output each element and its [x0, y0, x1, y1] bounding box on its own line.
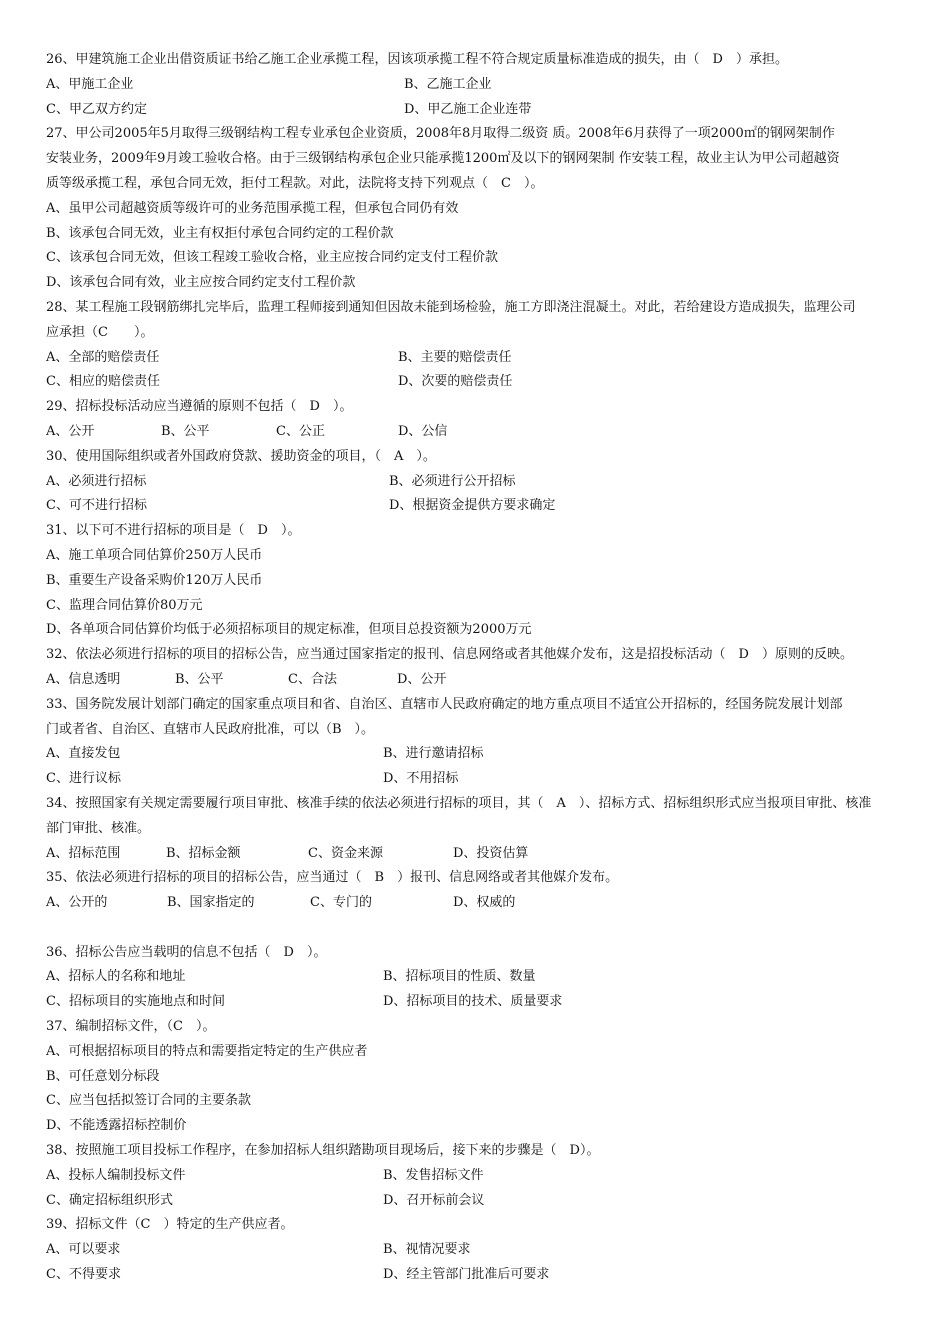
answer-option: A、招标范围	[46, 845, 121, 861]
option-row	[46, 767, 910, 792]
answer-option: A、公开的	[46, 895, 108, 911]
answer-option: D、权威的	[453, 895, 516, 911]
question-block	[46, 445, 910, 519]
question-block	[46, 1213, 910, 1287]
question-stem-line: 29、招标投标活动应当遵循的原则不包括（ D ）。	[46, 399, 353, 415]
answer-option: B、招标项目的性质、数量	[383, 969, 536, 985]
answer-option: D、不用招标	[383, 771, 459, 787]
answer-option: B、该承包合同无效，业主有权拒付承包合同约定的工程价款	[46, 225, 394, 241]
answer-option: A、可以要求	[46, 1242, 121, 1258]
answer-option: A、虽甲公司超越资质等级许可的业务范围承揽工程，但承包合同仍有效	[46, 200, 459, 216]
option-row	[46, 370, 910, 395]
answer-option: B、发售招标文件	[383, 1167, 484, 1183]
option-row	[46, 222, 910, 247]
question-block	[46, 122, 910, 296]
option-row	[46, 544, 910, 569]
question-stem-line: 31、以下可不进行招标的项目是（ D ）。	[46, 523, 301, 539]
option-row	[46, 246, 910, 271]
answer-option: B、主要的赔偿责任	[398, 349, 512, 365]
option-row	[46, 594, 910, 619]
question-block	[46, 643, 910, 693]
option-row	[46, 668, 910, 693]
answer-option: B、必须进行公开招标	[389, 473, 516, 489]
answer-option: C、进行议标	[46, 771, 121, 787]
question-stem-line: 36、招标公告应当载明的信息不包括（ D ）。	[46, 944, 327, 960]
answer-option: C、监理合同估算价80万元	[46, 597, 203, 613]
answer-option: B、乙施工企业	[404, 76, 492, 92]
option-row	[46, 346, 910, 371]
question-block	[46, 1015, 910, 1139]
option-row	[46, 1089, 910, 1114]
answer-option: A、可根据招标项目的特点和需要指定特定的生产供应者	[46, 1043, 368, 1059]
option-row	[46, 618, 910, 643]
answer-option: D、公开	[397, 671, 447, 687]
option-row	[46, 470, 910, 495]
question-stem-line: 30、使用国际组织或者外国政府贷款、援助资金的项目，（ A ）。	[46, 448, 436, 464]
answer-option: B、招标金额	[166, 845, 241, 861]
question-stem-line: 33、国务院发展计划部门确定的国家重点项目和省、自治区、直辖市人民政府确定的地方重点项目不适宜公开招标的，经国务院发展计划部	[46, 696, 843, 712]
question-block	[46, 519, 910, 643]
answer-option: B、公平	[175, 671, 224, 687]
answer-option: C、相应的赔偿责任	[46, 374, 160, 390]
answer-option: C、公正	[276, 423, 325, 439]
option-row	[46, 271, 910, 296]
answer-option: B、公平	[161, 423, 210, 439]
question-block	[46, 866, 910, 916]
option-row	[46, 891, 910, 916]
answer-option: A、招标人的名称和地址	[46, 969, 186, 985]
option-row	[46, 1189, 910, 1214]
answer-option: C、专门的	[310, 895, 372, 911]
option-row	[46, 965, 910, 990]
option-row	[46, 842, 910, 867]
answer-option: C、该承包合同无效，但该工程竣工验收合格，业主应按合同约定支付工程价款	[46, 250, 498, 266]
option-row	[46, 569, 910, 594]
answer-option: D、根据资金提供方要求确定	[389, 498, 556, 514]
answer-option: A、投标人编制投标文件	[46, 1167, 186, 1183]
question-stem-line: 安装业务，2009年9月竣工验收合格。由于三级钢结构承包企业只能承揽1200㎡及以下的钢网架制 作安装工程，故业主认为甲公司超越资	[46, 151, 840, 167]
option-row	[46, 197, 910, 222]
option-row	[46, 990, 910, 1015]
question-stem-line: 34、按照国家有关规定需要履行项目审批、核准手续的依法必须进行招标的项目，其（ A ）、招标方式、招标组织形式应当报项目审批、核准	[46, 795, 872, 811]
answer-option: D、该承包合同有效，业主应按合同约定支付工程价款	[46, 275, 356, 291]
answer-option: D、甲乙施工企业连带	[404, 101, 532, 117]
option-row	[46, 73, 910, 98]
question-block	[46, 296, 910, 395]
answer-option: B、国家指定的	[167, 895, 255, 911]
answer-option: B、视情况要求	[383, 1242, 471, 1258]
question-stem-line: 37、编制招标文件，（C ）。	[46, 1019, 216, 1035]
answer-option: C、不得要求	[46, 1267, 121, 1283]
answer-option: A、全部的赔偿责任	[46, 349, 160, 365]
answer-option: D、经主管部门批准后可要求	[383, 1267, 550, 1283]
question-block	[46, 395, 910, 445]
question-stem-line: 应承担（C ）。	[46, 324, 154, 340]
question-block	[46, 792, 910, 866]
answer-option: C、可不进行招标	[46, 498, 147, 514]
question-stem-line: 26、甲建筑施工企业出借资质证书给乙施工企业承揽工程，因该项承揽工程不符合规定质量标准造成的损失，由（ D ）承担。	[46, 52, 788, 67]
question-stem-line: 门或者省、自治区、直辖市人民政府批准，可以（B ）。	[46, 721, 375, 737]
answer-option: B、可任意划分标段	[46, 1068, 160, 1084]
answer-option: A、必须进行招标	[46, 473, 147, 489]
question-block	[46, 916, 910, 1015]
option-row	[46, 1263, 910, 1288]
answer-option: D、不能透露招标控制价	[46, 1118, 187, 1134]
option-row	[46, 1238, 910, 1263]
answer-option: D、招标项目的技术、质量要求	[383, 994, 563, 1010]
question-stem-line: 28、某工程施工段钢筋绑扎完毕后，监理工程师接到通知但因故未能到场检验，施工方即浇注混凝土。对此，若给建设方造成损失，监理公司	[46, 299, 856, 315]
answer-option: A、信息透明	[46, 671, 121, 687]
question-stem-line: 39、招标文件（C ）特定的生产供应者。	[46, 1217, 294, 1233]
option-row	[46, 1114, 910, 1139]
answer-option: D、公信	[398, 423, 448, 439]
answer-option: D、投资估算	[453, 845, 529, 861]
option-row	[46, 494, 910, 519]
answer-option: C、资金来源	[308, 845, 383, 861]
option-row	[46, 1164, 910, 1189]
question-stem-line: 35、依法必须进行招标的项目的招标公告，应当通过（ B ）报刊、信息网络或者其他媒介发布。	[46, 870, 619, 886]
answer-option: B、重要生产设备采购价120万人民币	[46, 572, 263, 588]
question-block	[46, 693, 910, 792]
answer-option: C、甲乙双方约定	[46, 101, 147, 117]
answer-option: A、直接发包	[46, 746, 121, 762]
answer-option: A、施工单项合同估算价250万人民币	[46, 547, 263, 563]
blank-spacer	[46, 916, 910, 941]
question-stem-line: 27、甲公司2005年5月取得三级钢结构工程专业承包企业资质，2008年8月取得二级资 质。2008年6月获得了一项2000㎡的钢网架制作	[46, 126, 835, 142]
answer-option: C、应当包括拟签订合同的主要条款	[46, 1093, 251, 1109]
option-row	[46, 1065, 910, 1090]
option-row	[46, 1040, 910, 1065]
option-row	[46, 742, 910, 767]
question-stem-line: 质等级承揽工程，承包合同无效，拒付工程款。对此，法院将支持下列观点（ C ）。	[46, 175, 544, 191]
answer-option: A、甲施工企业	[46, 76, 134, 92]
answer-option: C、招标项目的实施地点和时间	[46, 994, 225, 1010]
question-block	[46, 48, 910, 122]
answer-option: D、次要的赔偿责任	[398, 374, 513, 390]
answer-option: C、合法	[288, 671, 337, 687]
answer-option: C、确定招标组织形式	[46, 1192, 173, 1208]
question-stem-line: 32、依法必须进行招标的项目的招标公告，应当通过国家指定的报刊、信息网络或者其他媒介发布，这是招投标活动（ D ）原则的反映。	[46, 647, 853, 663]
option-row	[46, 420, 910, 445]
answer-option: A、公开	[46, 423, 95, 439]
question-block	[46, 1139, 910, 1213]
answer-option: D、召开标前会议	[383, 1192, 485, 1208]
question-stem-line: 部门审批、核准。	[46, 820, 151, 836]
question-stem-line: 38、按照施工项目投标工作程序，在参加招标人组织踏勘项目现场后，接下来的步骤是（ D）。	[46, 1143, 600, 1159]
option-row	[46, 98, 910, 123]
answer-option: B、进行邀请招标	[383, 746, 484, 762]
answer-option: D、各单项合同估算价均低于必须招标项目的规定标准，但项目总投资额为2000万元	[46, 622, 532, 638]
